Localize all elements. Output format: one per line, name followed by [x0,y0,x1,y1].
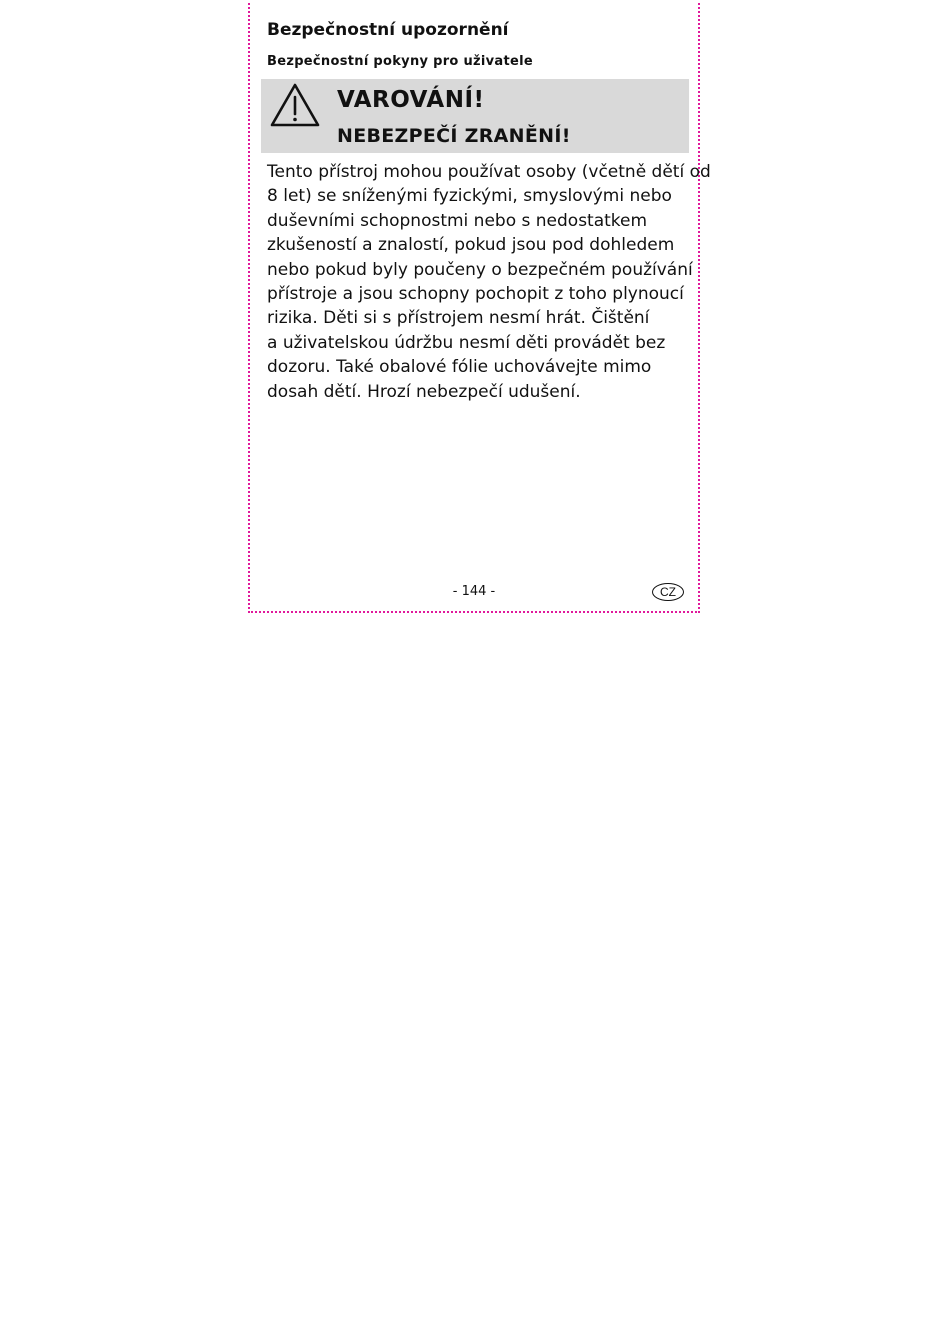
paragraph-line: nebo pokud byly poučeny o bezpečném používání [267,259,693,280]
paragraph-line: rizika. Děti si s přístrojem nesmí hrát. Čištění [267,308,650,329]
paragraph-line: dozoru. Také obalové fólie uchovávejte mimo [267,357,652,378]
warning-title: VAROVÁNÍ! [337,87,485,113]
warning-subtitle: NEBEZPEČÍ ZRANĚNÍ! [337,125,571,147]
section-title: Bezpečnostní upozornění [267,20,509,40]
paragraph-line: a uživatelskou údržbu nesmí děti provádět bez [267,332,666,353]
paragraph-line: zkušeností a znalostí, pokud jsou pod dohledem [267,235,675,256]
country-code-badge: CZ [652,583,684,601]
warning-triangle-icon [269,82,321,128]
page-number: - 144 - [452,584,496,599]
warning-box [261,79,689,153]
paragraph-line: dosah dětí. Hrozí nebezpečí udušení. [267,381,581,402]
section-subtitle: Bezpečnostní pokyny pro uživatele [267,54,534,69]
paragraph-line: duševními schopnostmi nebo s nedostatkem [267,210,648,231]
paragraph-line: Tento přístroj mohou používat osoby (včetně dětí od [267,162,711,182]
safety-paragraph [267,160,711,404]
paragraph-line: 8 let) se sníženými fyzickými, smyslovými nebo [267,186,672,207]
paragraph-line: přístroje a jsou schopny pochopit z toho plynoucí [267,284,684,305]
